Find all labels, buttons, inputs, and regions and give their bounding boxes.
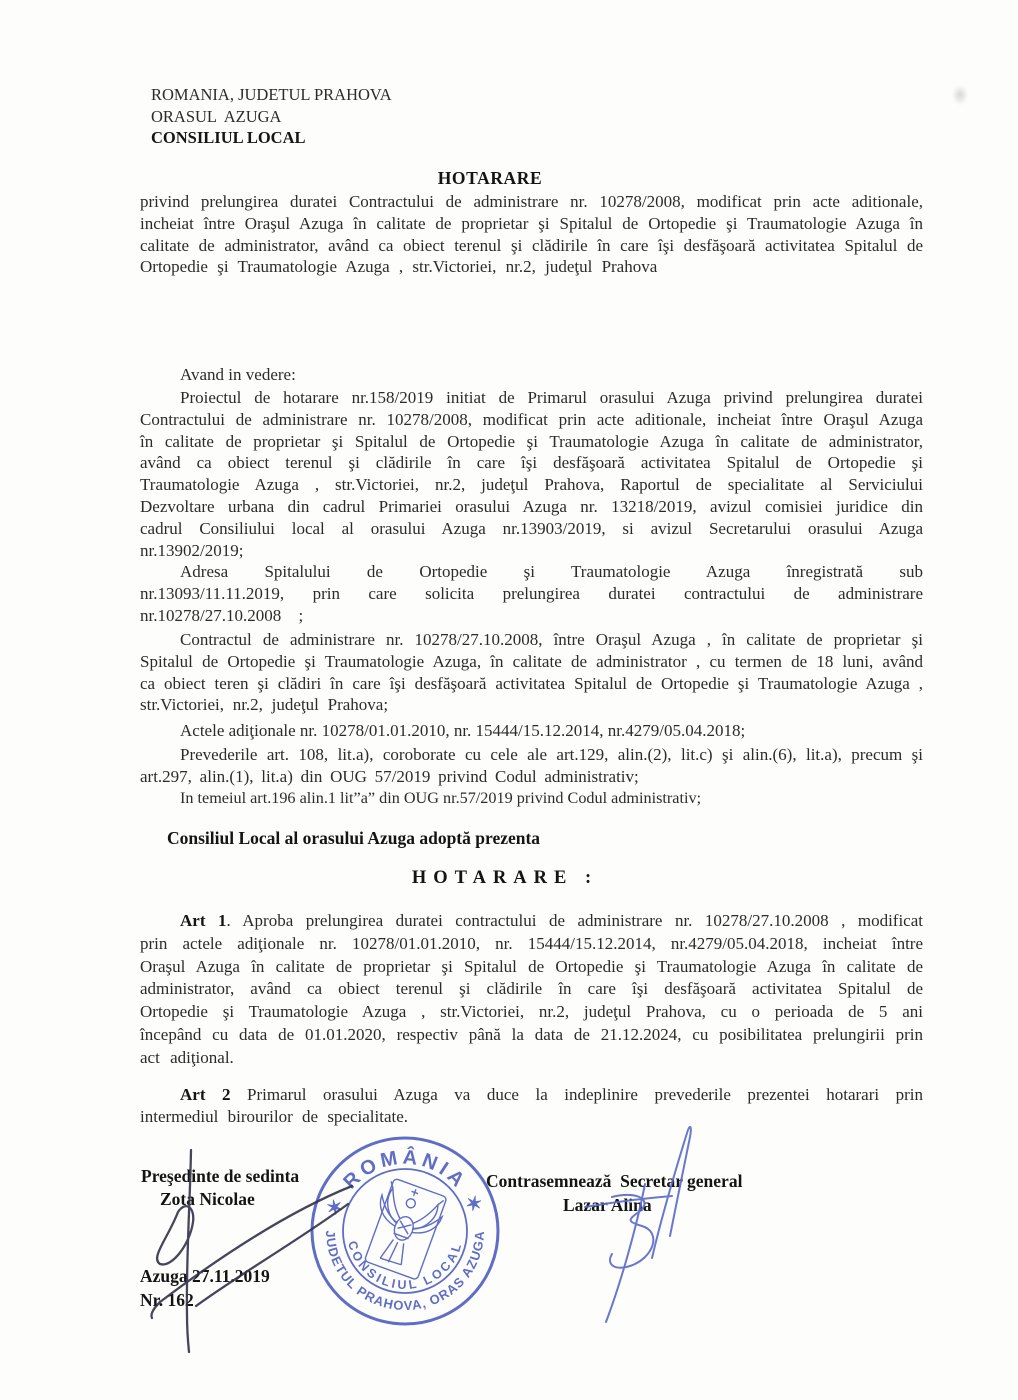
document-number-line: Nr. 162 [140,1290,194,1310]
consideration-hospital-letter-paragraph: Adresa Spitalului de Ortopedie şi Traumatologie Azuga înregistrată sub nr.13093/11.11.2019, prin care solicita prelungirea duratei contractului de administrare nr.10278/27.10.2008 ; [140,562,923,625]
letterhead-council-line: CONSILIUL LOCAL [151,128,306,147]
article-1-label: Art 1 [180,911,227,930]
article-2-label: Art 2 [180,1085,231,1104]
article-1-text: . Aproba prelungirea duratei contractului de administrare nr. 10278/27.10.2008 , modificat prin actele adiţionale nr. 10278/01.01.2010, nr. 15444/15.12.2014, nr.4279/05.04.2018, incheiat între Oraşul Azuga în calitate de proprietar şi Spitalul de Ortopedie şi Traumatologie Azuga în calitate de administrator, având ca obiect terenul şi clădirile în care îşi desfăşoară activitatea Spitalul de Ortopedie şi Traumatologie Azuga , str.Victoriei, nr.2, judeţul Prahova, cu o perioada de 5 ani începând cu data de 01.01.2020, respectiv până la data de 21.12.2024, cu posibilitatea prelungirii prin act adiţional. [140,911,923,1067]
letterhead-county-line: ROMANIA, JUDETUL PRAHOVA [151,85,392,104]
stamp-inner-text: CONSILIUL LOCAL [344,1239,465,1293]
preamble-heading: Avand in vedere: [180,365,296,384]
consideration-legal-basis-line: In temeiul art.196 alin.1 lit”a” din OUG nr.57/2019 privind Codul administrativ; [180,789,702,807]
president-role-label: Preşedinte de sedinta [141,1166,300,1186]
countersign-role-label: Contrasemnează Secretar general [486,1171,743,1191]
article-2-text: Primarul orasului Azuga va duce la indeplinire prevederile prezentei hotarari prin intermediul birourilor de specialitate. [140,1085,923,1126]
document-title: HOTARARE [437,168,543,188]
countersign-name: Lazar Alina [563,1195,652,1215]
secretary-signature [585,1127,691,1322]
adoption-line: Consiliul Local al orasului Azuga adoptă prezenta [167,828,541,848]
decision-title: HOTARARE : [411,868,599,888]
consideration-project-paragraph: Proiectul de hotarare nr.158/2019 initiat de Primarul orasului Azuga privind prelungirea duratei Contractului de administrare nr. 10278/2008, modificat prin acte aditionale, incheiat între Oraşul Azuga în calitate de proprietar şi Spitalul de Ortopedie şi Traumatologie Azuga în calitate de administrator, având ca obiect terenul şi clădirile în care îşi desfăşoară activitatea Spitalul de Ortopedie şi Traumatologie Azuga , str.Victoriei, nr.2, judeţul Prahova, Raportul de specialitate al Serviciului Dezvoltare urbana din cadrul Primariei orasului Azuga nr. 13218/2019, avizul comisiei juridice din cadrul Consiliului local al orasului Azuga nr.13903/2019, si avizul Secretarului orasului Azuga nr.13902/2019; [140,388,923,560]
consideration-contract-paragraph: Contractul de administrare nr. 10278/27.10.2008, între Oraşul Azuga , în calitate de proprietar şi Spitalul de Ortopedie şi Traumatologie Azuga, în calitate de administrator , cu termen de 18 luni, având ca obiect teren şi clădiri în care îşi desfăşoară activitatea Spitalul de Ortopedie şi Traumatologie Azuga , str.Victoriei, nr.2, judeţul Prahova; [140,630,923,715]
article-1-paragraph [140,910,923,1070]
consideration-legal-provisions-paragraph: Prevederile art. 108, lit.a), coroborate cu cele ale art.129, alin.(2), lit.c) şi alin.(6), lit.a), precum şi art.297, alin.(1), lit.a) din OUG 57/2019 privind Codul administrativ; [140,745,923,786]
stamp-ring-text: JUDETUL PRAHOVA, ORAS AZUGA [322,1229,488,1314]
council-round-stamp [305,1131,505,1331]
svg-text:JUDETUL PRAHOVA, ORAS AZUGA [323,1230,487,1313]
letterhead [151,84,392,149]
consideration-amendments-line: Actele adiţionale nr. 10278/01.01.2010, nr. 15444/15.12.2014, nr.4279/05.04.2018; [180,721,746,740]
president-name: Zota Nicolae [160,1189,255,1209]
stamp-top-text: ✶ ROMÂNIA ✶ [322,1146,488,1220]
letterhead-city-line: ORASUL AZUGA [151,106,282,126]
scan-smudge-artifact [952,85,968,105]
article-2-paragraph [140,1084,923,1128]
place-date-line: Azuga 27.11.2019 [140,1266,270,1286]
subject-paragraph: privind prelungirea duratei Contractului de administrare nr. 10278/2008, modificat prin acte aditionale, incheiat între Oraşul Azuga în calitate de proprietar şi Spitalul de Ortopedie şi Traumatologie Azuga în calitate de administrator, având ca obiect terenul şi clădirile în care îşi desfăşoară activitatea Spitalul de Ortopedie şi Traumatologie Azuga , str.Victoriei, nr.2, judeţul Prahova [140,192,923,277]
